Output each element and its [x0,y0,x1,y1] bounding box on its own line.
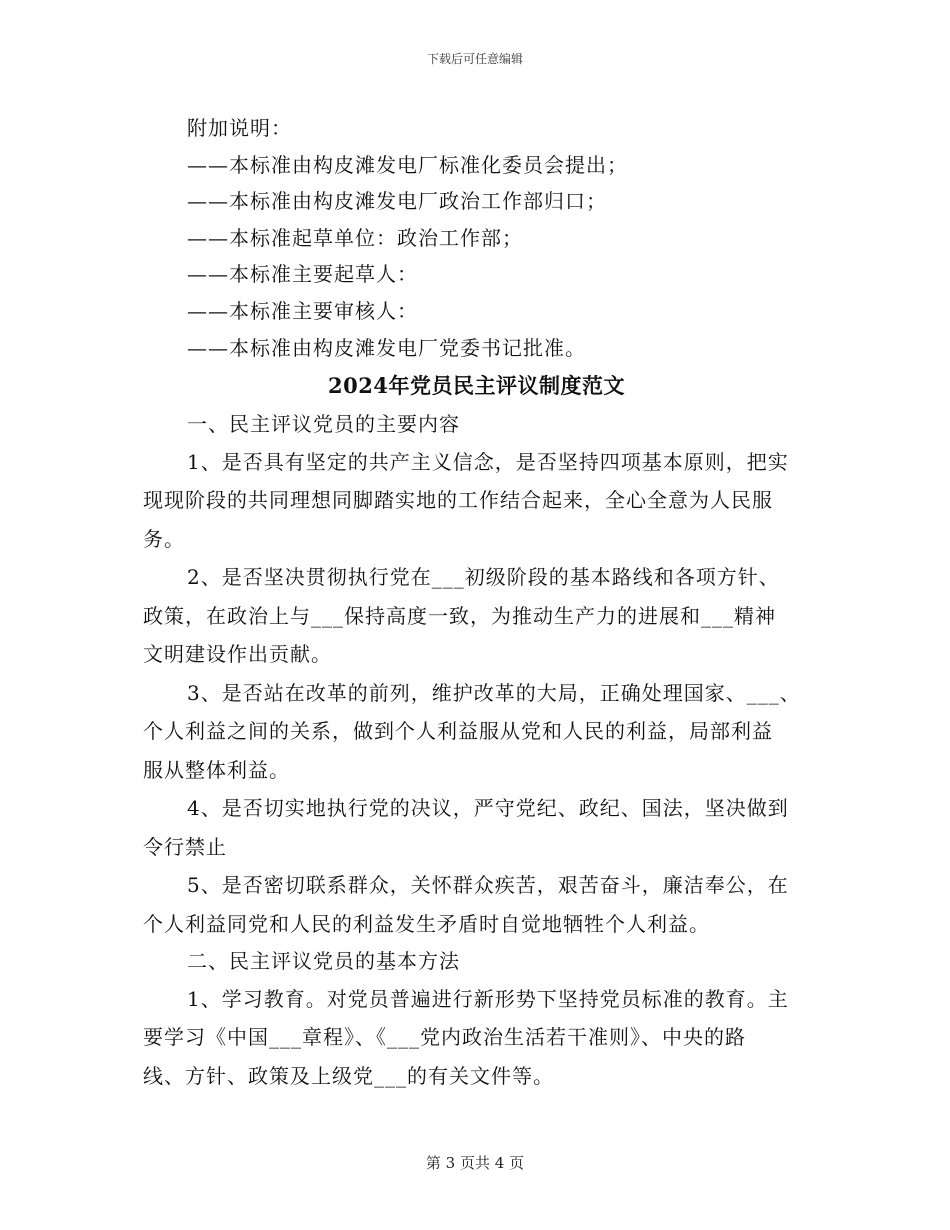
paragraph-line: 要学习《中国___章程》、《___党内政治生活若干准则》、中央的路 [143,1025,746,1050]
document-body [143,110,810,1095]
paragraph-line: 个人利益同党和人民的利益发生矛盾时自觉地牺牲个人利益。 [143,911,710,936]
page-header: 下载后可任意编辑 [426,52,523,66]
note-item: ——本标准由构皮滩发电厂党委书记批准。 [187,335,586,360]
paragraph-4 [143,789,810,866]
note-item: ——本标准由构皮滩发电厂政治工作部归口； [187,189,607,214]
paragraph-line: 1、是否具有坚定的共产主义信念，是否坚持四项基本原则，把实 [187,449,789,474]
note-item: ——本标准由构皮滩发电厂标准化委员会提出； [187,152,628,177]
paragraph-line: 服从整体利益。 [143,757,290,782]
paragraph-line: 文明建设作出贡献。 [143,642,332,667]
paragraph-6 [143,980,810,1096]
paragraph-2 [143,558,810,674]
page-footer: 第 3 页共 4 页 [425,1154,525,1172]
note-item: ——本标准起草单位：政治工作部； [187,225,523,250]
paragraph-line: 2、是否坚决贯彻执行党在___初级阶段的基本路线和各项方针、 [187,565,780,590]
section-heading-1: 一、民主评议党员的主要内容 [187,412,460,437]
document-title: 2024年党员民主评议制度范文 [328,373,625,399]
paragraph-1 [143,443,810,559]
notes-heading: 附加说明： [187,116,292,140]
paragraph-line: 线、方针、政策及上级党___的有关文件等。 [143,1063,554,1088]
note-item: ——本标准主要起草人： [187,262,418,287]
paragraph-line: 个人利益之间的关系，做到个人利益服从党和人民的利益，局部利益 [143,719,773,744]
section-heading-2: 二、民主评议党员的基本方法 [187,949,460,974]
paragraph-line: 4、是否切实地执行党的决议，严守党纪、政纪、国法，坚决做到 [187,796,789,821]
paragraph-line: 3、是否站在改革的前列，维护改革的大局，正确处理国家、___、 [187,680,801,705]
paragraph-3 [143,674,810,790]
paragraph-line: 令行禁止 [143,834,227,859]
paragraph-line: 务。 [143,526,185,551]
appendix-notes [143,110,810,366]
paragraph-line: 政策，在政治上与___保持高度一致，为推动生产力的进展和___精神 [143,603,776,628]
paragraph-line: 现现阶段的共同理想同脚踏实地的工作结合起来，全心全意为人民服 [143,488,773,513]
note-item: ——本标准主要审核人： [187,298,418,323]
paragraph-line: 5、是否密切联系群众，关怀群众疾苦，艰苦奋斗，廉洁奉公，在 [187,873,789,898]
paragraph-5 [143,866,810,943]
paragraph-line: 1、学习教育。对党员普遍进行新形势下坚持党员标准的教育。主 [187,986,789,1011]
